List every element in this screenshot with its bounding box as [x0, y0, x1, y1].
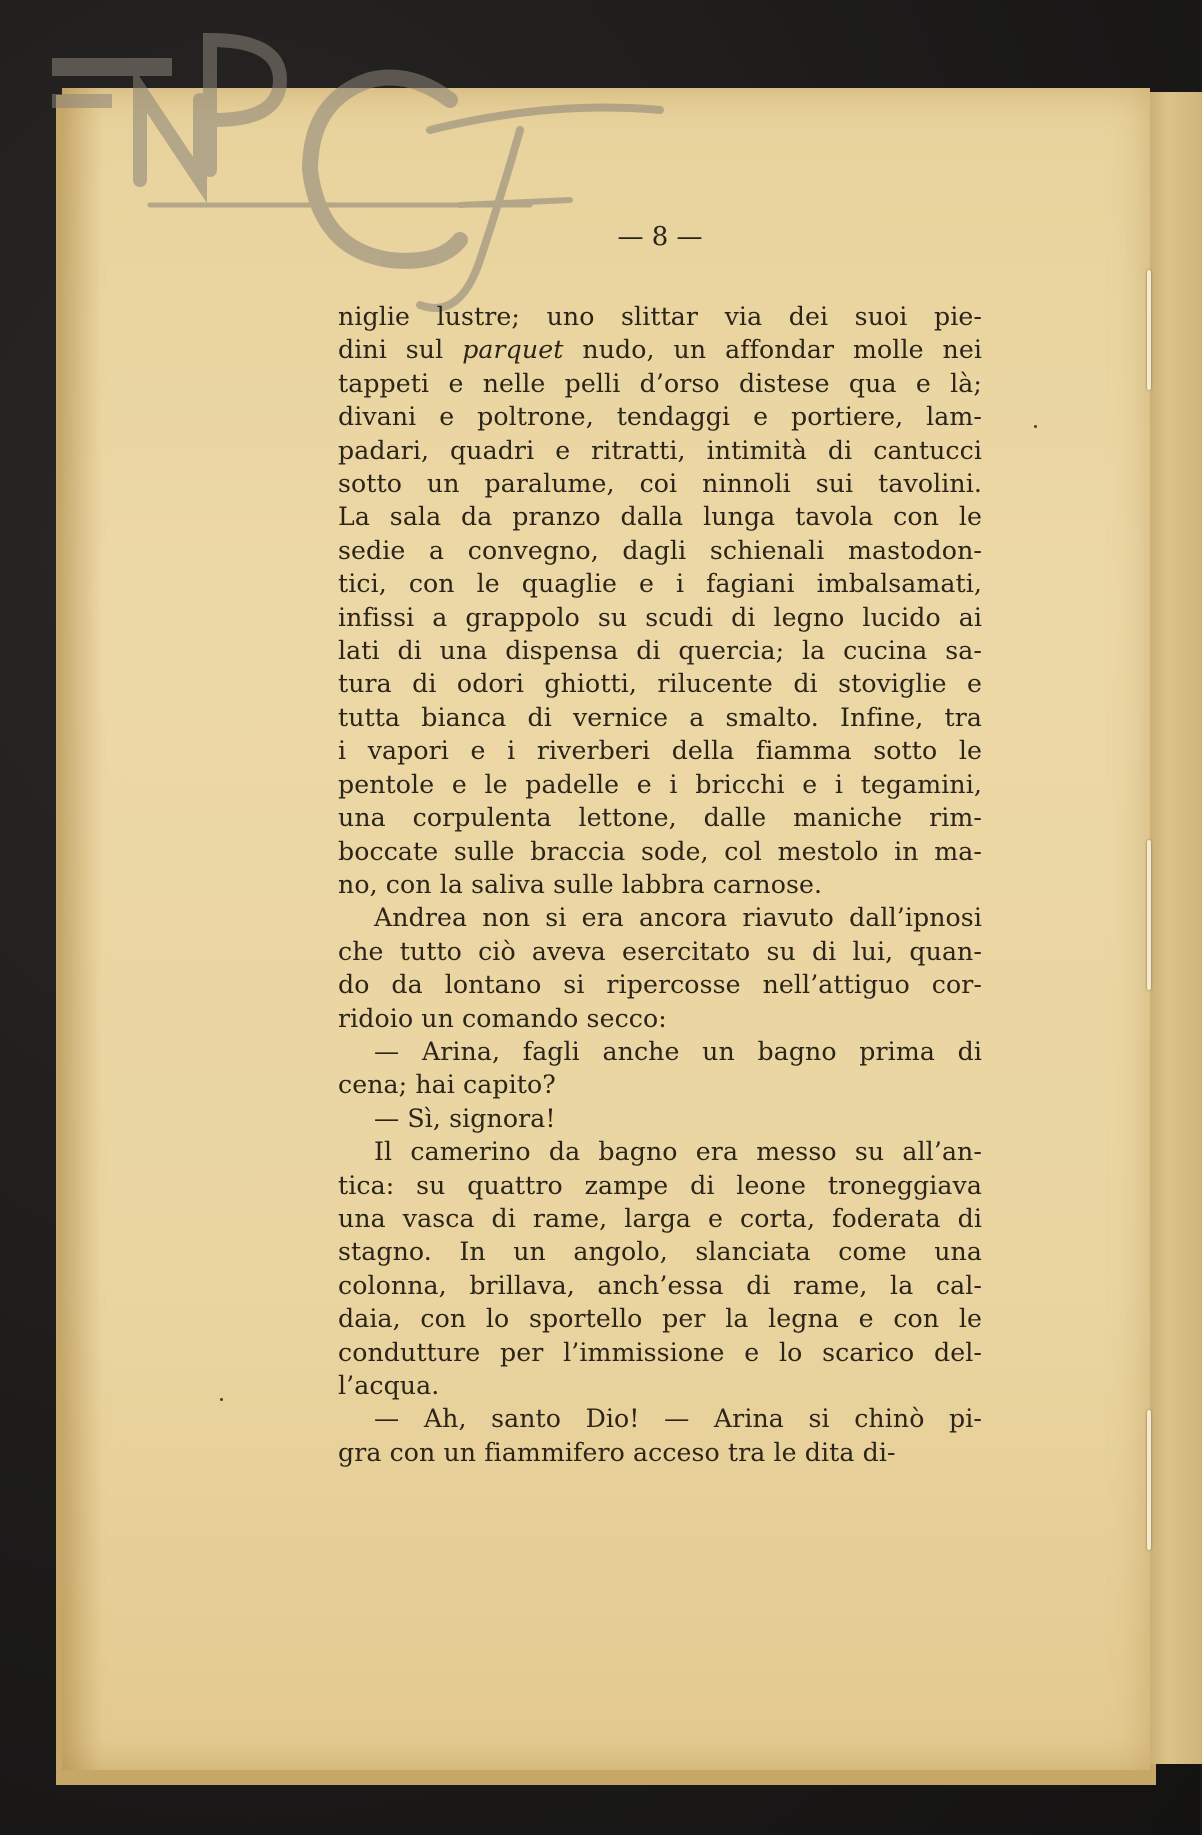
text-line: do da lontano si ripercosse nell’attiguo cor-: [338, 970, 982, 1000]
paper-speck: [1034, 425, 1037, 428]
text-line: — Arina, fagli anche un bagno prima di: [374, 1036, 982, 1066]
next-page-edge: [1145, 92, 1202, 1764]
binding-stitch: [1147, 270, 1151, 390]
text-line: — Sì, signora!: [374, 1103, 556, 1133]
text-line: divani e poltrone, tendaggi e portiere, lam-: [338, 402, 982, 432]
text-line: padari, quadri e ritratti, intimità di cantucci: [338, 435, 982, 465]
text-line: tica: su quattro zampe di leone troneggiava: [338, 1170, 982, 1200]
text-line: ridoio un comando secco:: [338, 1003, 667, 1033]
text-line: dini sul parquet nudo, un affondar molle nei: [338, 335, 982, 365]
text-line: lati di una dispensa di quercia; la cucina sa-: [338, 636, 982, 666]
text-line: una corpulenta lettone, dalle maniche rim-: [338, 803, 982, 833]
text-line: pentole e le padelle e i bricchi e i tegamini,: [338, 769, 982, 799]
text-line: tutta bianca di vernice a smalto. Infine, tra: [338, 702, 982, 732]
text-line: sedie a convegno, dagli schienali mastodon-: [338, 535, 982, 565]
text-line: tici, con le quaglie e i fagiani imbalsamati,: [338, 569, 982, 599]
text-line: l’acqua.: [338, 1371, 440, 1400]
text-line: niglie lustre; uno slittar via dei suoi pie-: [338, 302, 982, 331]
text-line: condutture per l’immissione e lo scarico del-: [338, 1337, 982, 1367]
text-line: Il camerino da bagno era messo su all’an-: [374, 1137, 982, 1167]
paper-speck: [220, 1398, 223, 1401]
binding-stitch: [1147, 1410, 1151, 1550]
text-line: cena; hai capito?: [338, 1070, 556, 1100]
text-line: che tutto ciò aveva esercitato su di lui, quan-: [338, 936, 982, 966]
text-line: i vapori e i riverberi della fiamma sotto le: [338, 736, 982, 766]
text-line: — Ah, santo Dio! — Arina si chinò pi-: [374, 1404, 982, 1434]
text-line: stagno. In un angolo, slanciata come una: [338, 1237, 982, 1267]
text-line: sotto un paralume, coi ninnoli sui tavolini.: [338, 469, 982, 499]
page-number: — 8 —: [617, 222, 703, 252]
text-line: La sala da pranzo dalla lunga tavola con le: [338, 502, 982, 532]
page-gutter-shadow: [62, 88, 102, 1770]
binding-stitch: [1147, 840, 1151, 990]
text-line: una vasca di rame, larga e corta, foderata di: [338, 1203, 982, 1233]
text-line: boccate sulle braccia sode, col mestolo in ma-: [338, 836, 982, 866]
body-text: [338, 300, 982, 1469]
npcf-watermark-logo: [50, 20, 710, 320]
text-line: Andrea non si era ancora riavuto dall’ipnosi: [374, 903, 982, 933]
text-line: tura di odori ghiotti, rilucente di stoviglie e: [338, 669, 982, 699]
text-line: tappeti e nelle pelli d’orso distese qua e là;: [338, 368, 982, 398]
text-line: infissi a grappolo su scudi di legno lucido ai: [338, 602, 982, 632]
text-line: colonna, brillava, anch’essa di rame, la cal-: [338, 1270, 982, 1300]
text-line: daia, con lo sportello per la legna e con le: [338, 1304, 982, 1334]
text-line: gra con un fiammifero acceso tra le dita di-: [338, 1437, 896, 1467]
text-line: no, con la saliva sulle labbra carnose.: [338, 869, 823, 899]
